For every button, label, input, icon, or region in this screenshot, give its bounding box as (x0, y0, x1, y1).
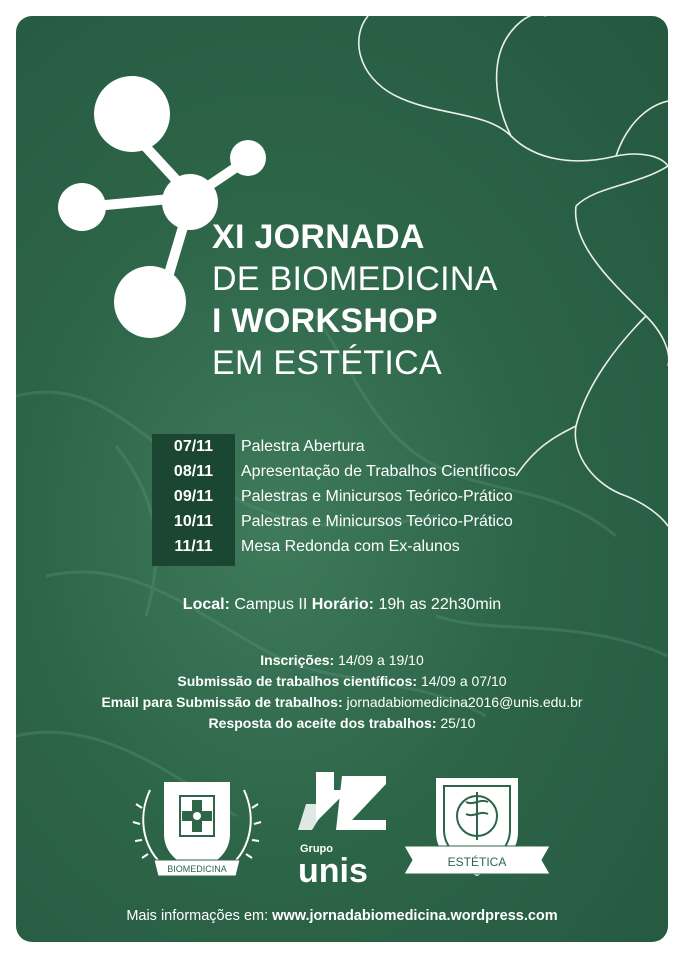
resposta-line (16, 713, 668, 734)
submissao-line (16, 671, 668, 692)
unis-label: unis (298, 852, 368, 886)
footer-label: Mais informações em: (126, 908, 269, 924)
inscricoes-label: Inscrições: (260, 652, 335, 668)
email-value[interactable]: jornadabiomedicina2016@unis.edu.br (346, 694, 583, 710)
event-poster (16, 16, 668, 942)
schedule-list (152, 434, 516, 559)
schedule-event: Palestras e Minicursos Teórico-Prático (241, 512, 513, 530)
time-value: 19h as 22h30min (378, 596, 502, 613)
submissao-value: 14/09 a 07/10 (420, 673, 507, 689)
inscricoes-value: 14/09 a 19/10 (338, 652, 424, 668)
schedule-date: 07/11 (152, 434, 235, 459)
title-line-3: I WORKSHOP (212, 302, 438, 340)
estetica-label: ESTÉTICA (447, 855, 507, 869)
schedule-date: 10/11 (152, 509, 235, 534)
biomedicina-label: BIOMEDICINA (167, 864, 227, 874)
title-line-1: XI JORNADA (212, 218, 425, 256)
schedule-event: Apresentação de Trabalhos Científicos (241, 462, 516, 480)
schedule-date: 08/11 (152, 459, 235, 484)
location-line (16, 596, 668, 614)
schedule-row (152, 459, 516, 484)
schedule-row (152, 509, 516, 534)
event-title (212, 216, 498, 384)
grupo-unis-logo (286, 764, 396, 886)
schedule-event: Palestra Abertura (241, 437, 365, 455)
resposta-label: Resposta do aceite dos trabalhos: (208, 715, 437, 731)
estetica-emblem (396, 768, 558, 888)
title-line-2: DE BIOMEDICINA (212, 260, 498, 298)
time-label: Horário: (311, 596, 374, 613)
inscricoes-line (16, 650, 668, 671)
submissao-label: Submissão de trabalhos científicos: (177, 673, 418, 689)
footer-line (16, 908, 668, 924)
grupo-label: Grupo (300, 843, 333, 855)
schedule-date: 11/11 (152, 534, 235, 559)
local-value: Campus II (234, 596, 308, 613)
local-label: Local: (182, 596, 230, 613)
email-line (16, 692, 668, 713)
schedule-row (152, 534, 516, 559)
schedule-row (152, 434, 516, 459)
info-block (16, 650, 668, 734)
schedule-event: Mesa Redonda com Ex-alunos (241, 537, 460, 555)
email-label: Email para Submissão de trabalhos: (101, 694, 343, 710)
title-line-4: EM ESTÉTICA (212, 344, 442, 382)
schedule-date: 09/11 (152, 484, 235, 509)
schedule-row (152, 484, 516, 509)
schedule-event: Palestras e Minicursos Teórico-Prático (241, 487, 513, 505)
footer-url[interactable]: www.jornadabiomedicina.wordpress.com (272, 908, 558, 924)
biomedicina-emblem (132, 768, 262, 886)
resposta-value: 25/10 (440, 715, 476, 731)
